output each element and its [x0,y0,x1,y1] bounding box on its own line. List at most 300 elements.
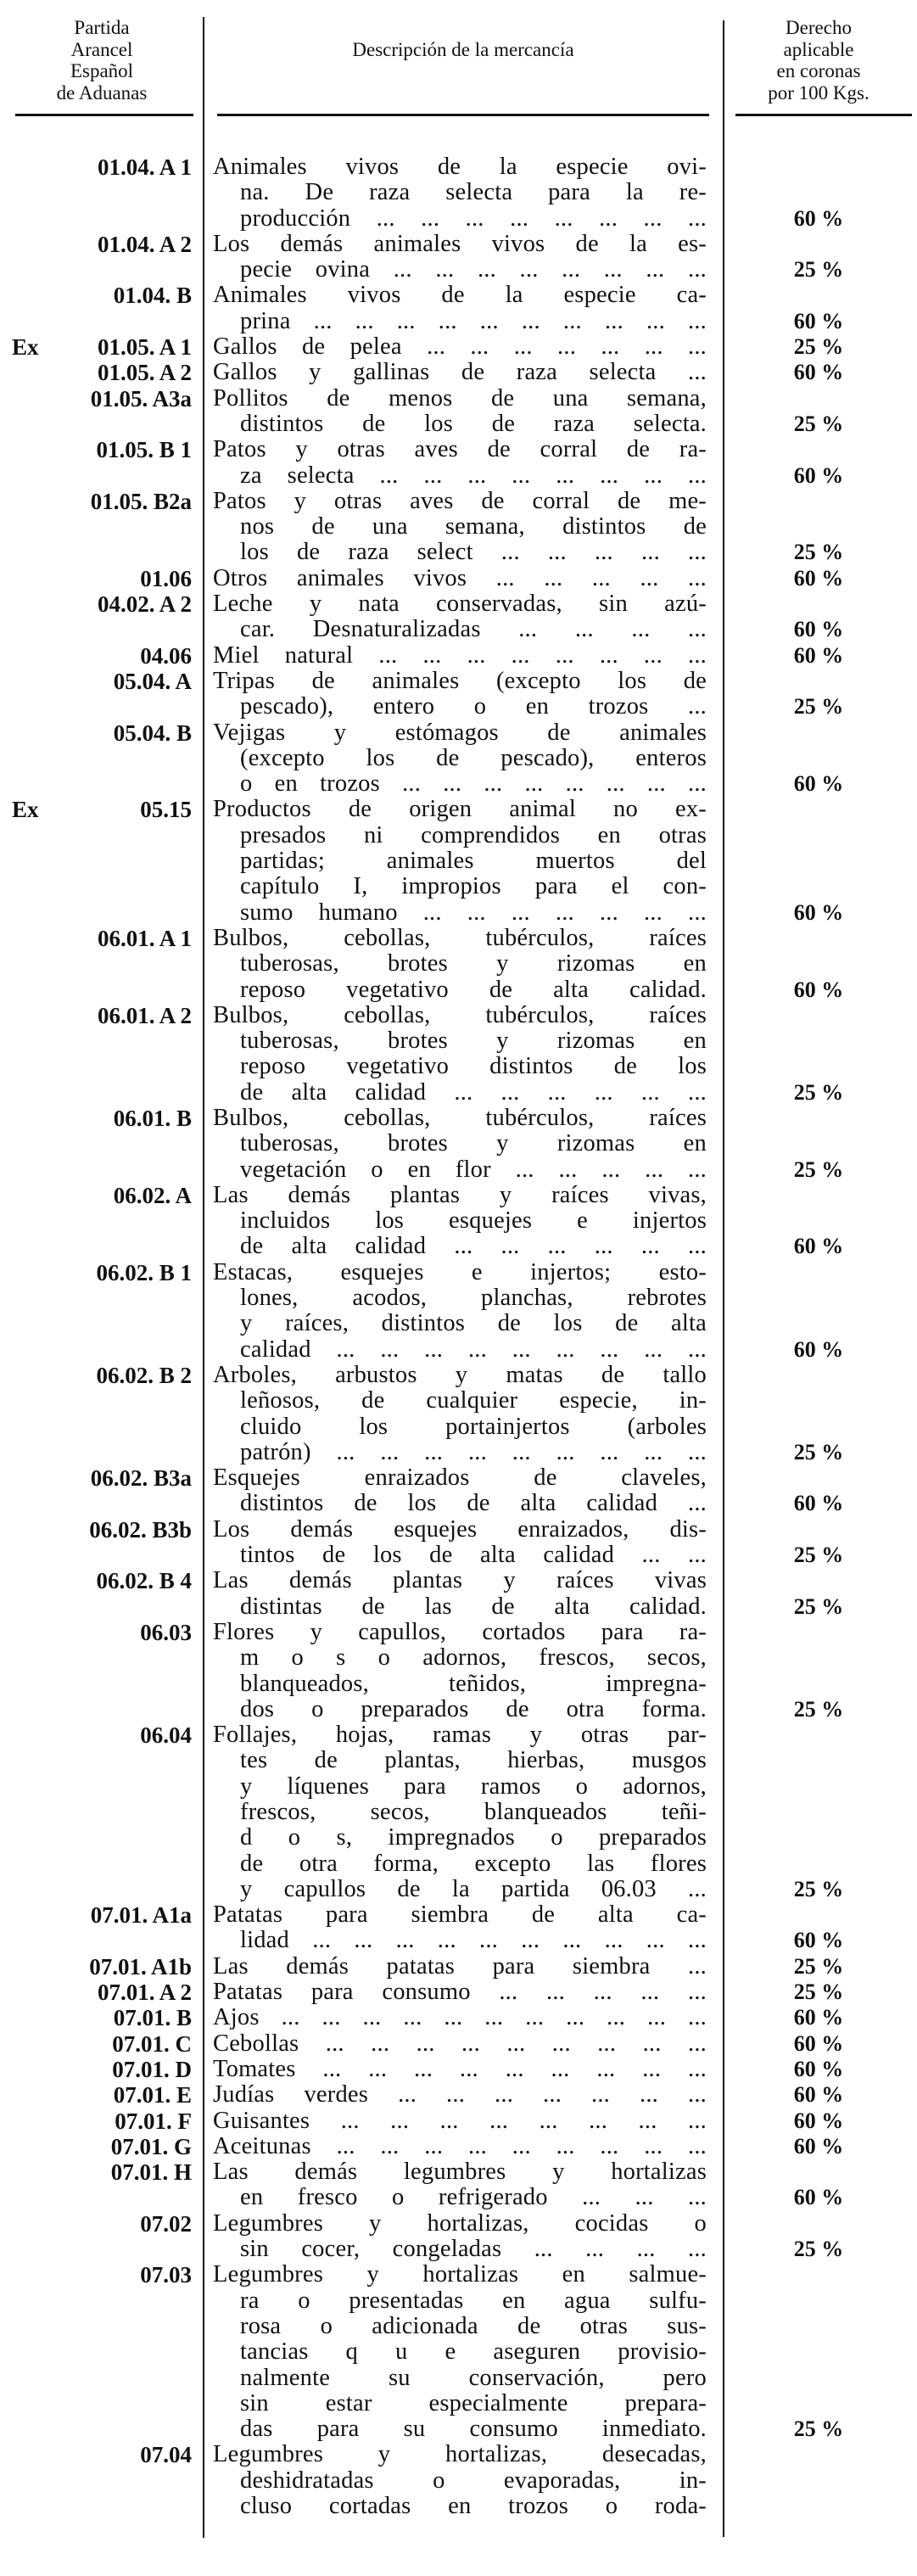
duty-rate: 60 % [793,1928,844,1953]
tariff-code-cell [0,386,204,412]
tariff-code-cell [0,1543,204,1568]
entry-line [0,1285,917,1311]
entry-line [0,257,917,283]
entry-line [0,1234,917,1259]
description-line: de otra forma, excepto las flores [240,1851,707,1877]
duty-rate [724,1003,914,1028]
tariff-entry [0,1620,917,1722]
entry-line [0,1620,917,1645]
duty-rate: 60 % [793,2030,844,2056]
description-line: Tripas de animales (excepto los de [213,668,707,694]
tariff-entry [0,2159,917,2211]
description-line: de alta calidad ... ... ... ... ... ... [240,1079,707,1106]
entry-line [0,1774,917,1800]
description-line: Los demás animales vivos de la es- [213,231,707,257]
description-line: y capullos de la partida 06.03 ... [240,1876,707,1902]
description-line: na. De raza selecta para la re- [240,180,707,206]
entry-line [0,694,917,720]
duty-rate: 60 % [793,977,844,1002]
description-line: Animales vivos de la especie ca- [213,283,707,309]
entry-line [0,1054,917,1079]
tariff-code: 07.02 [140,2210,192,2237]
description-line: y raíces, distintos de los de alta [240,1311,707,1337]
description-line: m o s o adornos, frescos, secos, [240,1645,707,1672]
tariff-entry [0,386,917,438]
tariff-code-cell [0,1003,204,1028]
tariff-entry [0,2005,917,2030]
tariff-entry [0,154,917,232]
header-code-line: de Aduanas [56,81,148,104]
tariff-code-cell [0,1594,204,1620]
description-line: Arboles, arbustos y matas de tallo [213,1362,707,1388]
tariff-code-cell [0,1568,204,1593]
tariff-code-cell [0,1902,204,1928]
tariff-code-cell [0,591,204,617]
description-line: Las demás plantas y raíces vivas [213,1568,707,1594]
tariff-entry [0,1363,917,1465]
tariff-entry [0,489,917,566]
duty-rate: 60 % [793,205,844,231]
description-line: Flores y capullos, cortados para ra- [213,1619,707,1645]
tariff-code: 06.03 [140,1619,192,1645]
description-line: Patos y otras aves de corral de ra- [213,437,707,463]
tariff-code: 01.04. B [113,283,192,309]
description-line: o en trozos ... ... ... ... ... ... ... ... [240,771,707,798]
description-line: Las demás legumbres y hortalizas [213,2159,707,2186]
duty-rate [724,1106,914,1131]
duty-rate: 25 % [793,1079,844,1105]
tariff-code-cell [0,2391,204,2416]
entry-line [0,1491,917,1516]
description-line: Miel natural ... ... ... ... ... ... ... ... [213,642,707,669]
duty-rate: 60 % [793,899,844,925]
tariff-entry [0,1260,917,1363]
tariff-code: 07.01. A1a [90,1902,192,1929]
tariff-entry [0,1465,917,1517]
duty-rate [724,2262,914,2288]
tariff-entry [0,360,917,385]
entry-line [0,2082,917,2108]
duty-rate: 25 % [793,1439,844,1464]
tariff-entry [0,1722,917,1902]
tariff-code: 05.04. B [113,720,192,746]
tariff-code-cell [0,2262,204,2288]
description-line: Esquejes enraizados de claveles, [213,1465,707,1492]
tariff-code: 01.05. A 2 [97,360,192,386]
duty-rate: 25 % [793,1876,844,1901]
entry-line [0,1722,917,1748]
tariff-code-cell [0,2339,204,2365]
tariff-entry [0,720,917,798]
tariff-code: 06.02. B3b [89,1516,192,1543]
entry-line [0,540,917,565]
entry-line [0,206,917,232]
tariff-code-cell [0,2185,204,2210]
description-line: partidas; animales muertos del [240,848,707,875]
duty-rate [724,1620,914,1645]
entry-line [0,232,917,257]
tariff-entry [0,1003,917,1106]
entry-line [0,2314,917,2339]
entry-line [0,1080,917,1106]
tariff-code: 07.01. D [112,2056,192,2082]
entry-line [0,1465,917,1491]
description-line: calidad ... ... ... ... ... ... ... ... ... [240,1336,707,1363]
description-line: nalmente su conservación, pero [240,2365,707,2391]
tariff-code-cell [0,1080,204,1106]
description-line: tuberosas, brotes y rizomas en [240,1131,707,1157]
duty-rate [724,1825,914,1851]
tariff-code-cell [0,771,204,797]
tariff-code-cell [0,1851,204,1877]
entry-line [0,1131,917,1156]
tariff-entry [0,2211,917,2263]
duty-rate: 60 % [793,642,844,668]
duty-rate: 25 % [793,540,844,565]
tariff-entry [0,797,917,925]
entry-line [0,591,917,617]
tariff-code-cell [0,643,204,669]
entry-line [0,2288,917,2314]
tariff-entry [0,437,917,489]
tariff-code-cell [0,1183,204,1208]
duty-rate: 60 % [793,565,844,591]
tariff-code-cell [0,1363,204,1388]
description-line: (excepto los de pescado), enteros [240,745,707,771]
tariff-code-cell [0,900,204,926]
duty-rate [724,2314,914,2339]
tariff-code-cell [0,1440,204,1465]
tariff-code-cell [0,489,204,514]
tariff-code: 01.06 [140,565,192,591]
tariff-code-cell [0,823,204,848]
tariff-code: 07.03 [140,2262,192,2288]
duty-rate [724,437,914,462]
entry-line [0,2134,917,2159]
tariff-code: 06.01. A 1 [97,925,192,951]
tariff-entry [0,232,917,283]
entry-line [0,2416,917,2442]
entry-line [0,1851,917,1877]
duty-rate [724,2391,914,2416]
tariff-entry [0,566,917,591]
entry-line [0,1028,917,1054]
entry-line [0,1311,917,1336]
duty-rate: 25 % [793,1543,844,1568]
tariff-code-cell [0,2288,204,2314]
duty-rate: 25 % [793,1980,844,2005]
tariff-entry [0,2134,917,2159]
description-line: Productos de origen animal no ex- [213,797,707,823]
duty-rate: 25 % [793,1156,844,1182]
entry-line [0,2057,917,2082]
entry-line [0,2442,917,2467]
description-line: rosa o adicionada de otras sus- [240,2313,707,2339]
tariff-code: 01.04. A 1 [97,154,192,180]
description-line: Cebollas ... ... ... ... ... ... ... ... ... [213,2030,707,2057]
duty-rate [724,669,914,694]
tariff-code: 07.01. H [110,2159,192,2186]
entry-line [0,2391,917,2416]
duty-rate [724,1028,914,1054]
tariff-code: 07.01. C [112,2030,192,2057]
description-line: Patatas para siembra de alta ca- [213,1902,707,1929]
tariff-code-cell [0,463,204,489]
tariff-entry [0,1980,917,2005]
header-code-line: Partida [74,17,130,38]
tariff-code-cell [0,2005,204,2030]
tariff-code-cell [0,2237,204,2262]
tariff-code-cell [0,2134,204,2159]
tariff-code-cell [0,2031,204,2057]
header-desc-line: Descripción de la mercancía [352,39,574,60]
duty-rate: 60 % [793,2082,844,2108]
tariff-code: 06.04 [140,1722,192,1749]
description-line: los de raza select ... ... ... ... ... [240,540,707,566]
description-line: cluido los portainjertos (arboles [240,1414,707,1440]
tariff-code-cell [0,1414,204,1440]
tariff-code-cell [0,1260,204,1285]
tariff-entry [0,2082,917,2108]
entry-line [0,309,917,334]
duty-rate: 25 % [793,1696,844,1722]
description-line: presados ni comprendidos en otras [240,822,707,848]
description-line: frescos, secos, blanqueados teñi- [240,1800,707,1825]
tariff-code-cell [0,1774,204,1800]
entry-line [0,2159,917,2185]
entry-line [0,1208,917,1234]
description-line: Otros animales vivos ... ... ... ... ... [213,565,707,591]
entry-line [0,437,917,462]
duty-rate: 25 % [793,2416,844,2442]
duty-rate [724,1311,914,1336]
tariff-code-cell [0,1877,204,1902]
tariff-code-cell [0,1208,204,1234]
tariff-entry [0,2262,917,2442]
duty-rate [724,386,914,412]
duty-rate: 60 % [793,617,844,642]
duty-rate [724,1414,914,1440]
tariff-code-cell [0,412,204,437]
entry-line [0,334,917,360]
tariff-code: 04.06 [140,642,192,669]
entry-line [0,1928,917,1953]
duty-rate [724,489,914,514]
tariff-code: 07.01. G [110,2133,192,2159]
tariff-code-cell [0,1337,204,1363]
entry-line [0,2339,917,2365]
tariff-code: 01.05. A3a [90,385,192,412]
entry-line [0,746,917,771]
entry-line [0,1568,917,1593]
tariff-entry [0,2057,917,2082]
tariff-entry [0,591,917,643]
tariff-code-cell [0,1234,204,1259]
description-line: distintas de las de alta calidad. [240,1593,707,1620]
entry-line [0,1260,917,1285]
duty-rate [724,1183,914,1208]
header-rate-column [730,17,908,104]
entry-line [0,797,917,822]
tariff-code: 05.04. A [113,668,192,694]
duty-rate [724,1260,914,1285]
description-line: blanqueados, teñidos, impregna- [240,1671,707,1697]
tariff-code-cell [0,1311,204,1336]
tariff-code-cell [0,1157,204,1183]
duty-rate [724,1465,914,1491]
duty-rate [724,1363,914,1388]
tariff-code: 07.04 [140,2442,192,2468]
entry-line [0,977,917,1003]
entry-line [0,617,917,642]
tariff-entry [0,2108,917,2134]
entry-line [0,360,917,385]
duty-rate: 60 % [793,2185,844,2210]
description-line: Ajos ... ... ... ... ... ... ... ... ... ... ... [213,2005,707,2031]
tariff-code-cell [0,746,204,771]
description-line: Follajes, hojas, ramas y otras par- [213,1722,707,1749]
entry-line [0,1543,917,1568]
description-line: capítulo I, impropios para el con- [240,874,707,900]
entry-line [0,154,917,180]
tariff-code-cell [0,2082,204,2108]
tariff-code: 07.01. B [113,2005,192,2031]
entry-line [0,1594,917,1620]
header-rate-line: Derecho [786,17,852,38]
tariff-code: 06.02. A [113,1182,192,1208]
entry-line [0,951,917,977]
tariff-code-cell [0,1106,204,1131]
tariff-code-cell [0,1980,204,2005]
tariff-code-cell [0,232,204,257]
tariff-code-cell [0,694,204,720]
description-line: Legumbres y hortalizas, desecadas, [213,2442,707,2468]
tariff-code-cell [0,2159,204,2185]
description-line: Los demás esquejes enraizados, dis- [213,1516,707,1543]
tariff-code-cell [0,206,204,232]
description-line: tes de plantas, hierbas, musgos [240,1748,707,1774]
duty-rate [724,1722,914,1748]
tariff-code: 01.05. B 1 [96,437,192,463]
description-line: prina ... ... ... ... ... ... ... ... ... ... [240,308,707,334]
tariff-entry [0,2442,917,2519]
tariff-code-cell [0,257,204,283]
duty-rate [724,874,914,899]
tariff-code-cell [0,360,204,385]
header-description-column [212,39,714,61]
description-line: de alta calidad ... ... ... ... ... ... [240,1234,707,1260]
description-line: Legumbres y hortalizas, cocidas o [213,2210,707,2237]
entry-line [0,386,917,412]
tariff-code-cell [0,1054,204,1079]
ex-prefix: Ex [12,797,39,823]
entry-line [0,2211,917,2237]
duty-rate [724,720,914,746]
duty-rate [724,1388,914,1414]
duty-rate [724,1054,914,1079]
tariff-entry [0,334,917,360]
duty-rate [724,951,914,977]
tariff-code: 06.02. B 2 [96,1362,192,1388]
entry-line [0,180,917,205]
header-rate-line: por 100 Kgs. [768,81,869,104]
duty-rate [724,746,914,771]
tariff-code-cell [0,540,204,565]
tariff-code-cell [0,514,204,540]
tariff-code: 07.01. A 2 [97,1980,192,2006]
tariff-code: 06.01. A 2 [97,1002,192,1028]
duty-rate [724,1517,914,1543]
tariff-code-cell [0,951,204,977]
entry-line [0,2185,917,2210]
entry-line [0,1645,917,1671]
tariff-code: 07.01. E [113,2082,192,2108]
description-line: Gallos y gallinas de raza selecta ... [213,360,707,386]
tariff-code-cell [0,1620,204,1645]
description-line: Bulbos, cebollas, tubérculos, raíces [213,925,707,951]
tariff-code-cell [0,2057,204,2082]
duty-rate: 60 % [793,1336,844,1362]
tariff-code-cell [0,154,204,180]
tariff-code: 01.04. A 2 [97,231,192,257]
entry-line [0,514,917,540]
description-line: Estacas, esquejes e injertos; esto- [213,1259,707,1285]
tariff-code-cell [0,437,204,462]
duty-rate: 60 % [793,360,844,385]
entry-line [0,1363,917,1388]
entry-line [0,1388,917,1414]
duty-rate [724,2159,914,2185]
tariff-code-cell [0,2468,204,2494]
description-line: leñosos, de cualquier especie, in- [240,1388,707,1414]
description-line: vegetación o en flor ... ... ... ... ... [240,1156,707,1183]
description-line: Guisantes ... ... ... ... ... ... ... ... [213,2108,707,2134]
entry-line [0,463,917,489]
entry-line [0,2468,917,2494]
tariff-code-cell [0,2314,204,2339]
entry-line [0,900,917,926]
tariff-entry [0,1517,917,1569]
tariff-code-cell [0,2416,204,2442]
tariff-code-cell [0,1825,204,1851]
tariff-entry [0,283,917,334]
duty-rate [724,154,914,180]
tariff-entry [0,2031,917,2057]
entry-line [0,874,917,899]
tariff-entry [0,1568,917,1620]
description-line: dos o preparados de otra forma. [240,1696,707,1722]
entry-line [0,1902,917,1928]
entry-line [0,926,917,951]
header-code-column [8,17,195,104]
duty-rate [724,1774,914,1800]
duty-rate: 60 % [793,2133,844,2159]
entry-line [0,566,917,591]
header-code-line: Español [70,60,134,81]
tariff-code-cell [0,848,204,874]
description-line: Pollitos de menos de una semana, [213,385,707,412]
tariff-code-cell [0,926,204,951]
entry-line [0,2366,917,2391]
duty-rate: 25 % [793,1593,844,1619]
description-line: lidad ... ... ... ... ... ... ... ... ... ... [240,1928,707,1954]
duty-rate [724,1208,914,1234]
duty-rate [724,926,914,951]
duty-rate: 60 % [793,462,844,488]
entry-line [0,2494,917,2519]
description-line: tancias q u e aseguren provisio- [240,2339,707,2366]
entry-line [0,2262,917,2288]
